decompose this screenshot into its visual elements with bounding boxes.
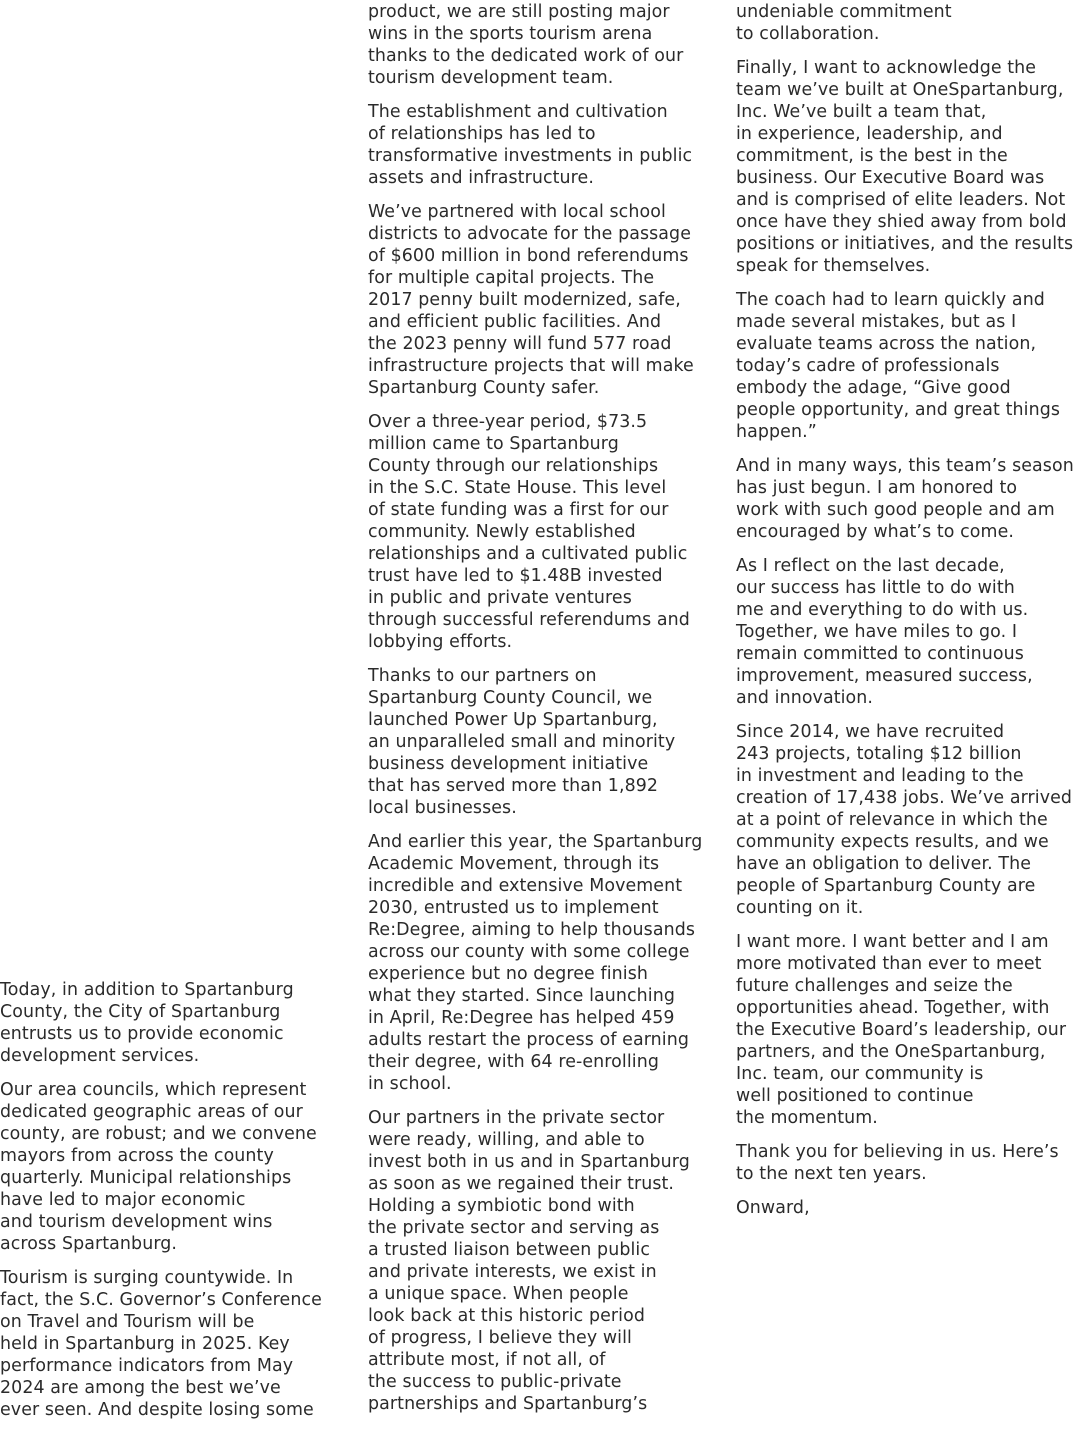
- text-line: community expects results, and we: [736, 832, 1049, 852]
- text-line: county, are robust; and we convene: [0, 1124, 317, 1144]
- paragraph: [368, 1107, 718, 1415]
- paragraph: [736, 289, 1080, 443]
- text-line: and innovation.: [736, 688, 874, 708]
- paragraph: [368, 831, 718, 1095]
- text-line: well positioned to continue: [736, 1086, 974, 1106]
- text-line: Finally, I want to acknowledge the: [736, 58, 1037, 78]
- paragraph: [736, 721, 1080, 919]
- text-line: Spartanburg County safer.: [368, 378, 600, 398]
- text-line: counting on it.: [736, 898, 864, 918]
- paragraph: [736, 555, 1080, 709]
- text-line: launched Power Up Spartanburg,: [368, 710, 658, 730]
- text-line: County through our relationships: [368, 456, 659, 476]
- text-line: people opportunity, and great things: [736, 400, 1060, 420]
- text-line: The coach had to learn quickly and: [736, 290, 1045, 310]
- text-line: and tourism development wins: [0, 1212, 273, 1232]
- text-line: invest both in us and in Spartanburg: [368, 1152, 690, 1172]
- text-line: Tourism is surging countywide. In: [0, 1268, 294, 1288]
- text-line: the private sector and serving as: [368, 1218, 660, 1238]
- text-line: happen.”: [736, 422, 817, 442]
- text-line: future challenges and seize the: [736, 976, 1013, 996]
- text-line: in experience, leadership, and: [736, 124, 1003, 144]
- text-line: product, we are still posting major: [368, 2, 670, 22]
- text-line: partners, and the OneSpartanburg,: [736, 1042, 1046, 1062]
- text-line: assets and infrastructure.: [368, 168, 594, 188]
- text-line: Inc. team, our community is: [736, 1064, 984, 1084]
- text-line: for multiple capital projects. The: [368, 268, 655, 288]
- text-line: the 2023 penny will fund 577 road: [368, 334, 672, 354]
- text-line: Academic Movement, through its: [368, 854, 660, 874]
- text-line: in the S.C. State House. This level: [368, 478, 667, 498]
- text-line: local businesses.: [368, 798, 517, 818]
- text-line: in school.: [368, 1074, 452, 1094]
- text-line: tourism development team.: [368, 68, 614, 88]
- text-line: of relationships has led to: [368, 124, 596, 144]
- text-line: lobbying efforts.: [368, 632, 513, 652]
- text-line: held in Spartanburg in 2025. Key: [0, 1334, 290, 1354]
- text-line: Re:Degree, aiming to help thousands: [368, 920, 696, 940]
- text-line: and private interests, we exist in: [368, 1262, 657, 1282]
- text-line: more motivated than ever to meet: [736, 954, 1042, 974]
- text-line: made several mistakes, but as I: [736, 312, 1017, 332]
- text-line: business development initiative: [368, 754, 649, 774]
- text-line: partnerships and Spartanburg’s: [368, 1394, 648, 1414]
- text-line: in April, Re:Degree has helped 459: [368, 1008, 675, 1028]
- text-line: improvement, measured success,: [736, 666, 1033, 686]
- text-line: encouraged by what’s to come.: [736, 522, 1015, 542]
- text-line: work with such good people and am: [736, 500, 1055, 520]
- text-line: have an obligation to deliver. The: [736, 854, 1032, 874]
- text-line: districts to advocate for the passage: [368, 224, 691, 244]
- text-line: the momentum.: [736, 1108, 878, 1128]
- text-line: that has served more than 1,892: [368, 776, 659, 796]
- paragraph: [0, 979, 340, 1067]
- text-line: team we’ve built at OneSpartanburg,: [736, 80, 1064, 100]
- text-line: were ready, willing, and able to: [368, 1130, 645, 1150]
- text-line: We’ve partnered with local school: [368, 202, 666, 222]
- text-line: transformative investments in public: [368, 146, 693, 166]
- text-line: experience but no degree finish: [368, 964, 648, 984]
- paragraph: [0, 1267, 340, 1421]
- text-line: million came to Spartanburg: [368, 434, 619, 454]
- text-line: ever seen. And despite losing some: [0, 1400, 314, 1420]
- text-line: positions or initiatives, and the results: [736, 234, 1074, 254]
- text-line: commitment, is the best in the: [736, 146, 1008, 166]
- text-line: incredible and extensive Movement: [368, 876, 683, 896]
- text-line: of $600 million in bond referendums: [368, 246, 689, 266]
- text-line: at a point of relevance in which the: [736, 810, 1048, 830]
- text-line: Today, in addition to Spartanburg: [0, 980, 294, 1000]
- text-line: Onward,: [736, 1198, 810, 1218]
- text-line: what they started. Since launching: [368, 986, 675, 1006]
- text-line: in investment and leading to the: [736, 766, 1024, 786]
- paragraph: [368, 101, 718, 189]
- paragraph: [368, 665, 718, 819]
- text-line: an unparalleled small and minority: [368, 732, 676, 752]
- text-line: and efficient public facilities. And: [368, 312, 662, 332]
- text-line: adults restart the process of earning: [368, 1030, 689, 1050]
- text-column-right: [736, 1, 1080, 1231]
- text-line: of progress, I believe they will: [368, 1328, 632, 1348]
- text-line: the Executive Board’s leadership, our: [736, 1020, 1067, 1040]
- text-line: has just begun. I am honored to: [736, 478, 1018, 498]
- text-line: across Spartanburg.: [0, 1234, 178, 1254]
- text-line: thanks to the dedicated work of our: [368, 46, 684, 66]
- text-line: Thanks to our partners on: [368, 666, 597, 686]
- text-line: our success has little to do with: [736, 578, 1015, 598]
- paragraph: [0, 1079, 340, 1255]
- text-line: attribute most, if not all, of: [368, 1350, 606, 1370]
- text-line: opportunities ahead. Together, with: [736, 998, 1050, 1018]
- text-line: creation of 17,438 jobs. We’ve arrived: [736, 788, 1073, 808]
- text-line: dedicated geographic areas of our: [0, 1102, 303, 1122]
- paragraph: [736, 455, 1080, 543]
- text-line: Our area councils, which represent: [0, 1080, 307, 1100]
- text-line: me and everything to do with us.: [736, 600, 1029, 620]
- text-line: fact, the S.C. Governor’s Conference: [0, 1290, 322, 1310]
- paragraph: [736, 931, 1080, 1129]
- text-line: The establishment and cultivation: [368, 102, 668, 122]
- paragraph: [736, 1141, 1080, 1185]
- text-line: to collaboration.: [736, 24, 880, 44]
- text-line: the success to public-private: [368, 1372, 622, 1392]
- text-line: trust have led to $1.48B invested: [368, 566, 663, 586]
- text-line: mayors from across the county: [0, 1146, 274, 1166]
- text-line: a trusted liaison between public: [368, 1240, 650, 1260]
- text-line: on Travel and Tourism will be: [0, 1312, 255, 1332]
- text-line: Holding a symbiotic bond with: [368, 1196, 635, 1216]
- text-line: remain committed to continuous: [736, 644, 1024, 664]
- text-line: 2017 penny built modernized, safe,: [368, 290, 681, 310]
- text-line: community. Newly established: [368, 522, 636, 542]
- text-line: Spartanburg County Council, we: [368, 688, 653, 708]
- text-line: speak for themselves.: [736, 256, 931, 276]
- text-line: people of Spartanburg County are: [736, 876, 1036, 896]
- text-line: their degree, with 64 re-enrolling: [368, 1052, 659, 1072]
- text-line: Over a three-year period, $73.5: [368, 412, 648, 432]
- text-line: in public and private ventures: [368, 588, 632, 608]
- paragraph: [368, 411, 718, 653]
- text-line: 2030, entrusted us to implement: [368, 898, 659, 918]
- paragraph: [736, 57, 1080, 277]
- text-line: infrastructure projects that will make: [368, 356, 694, 376]
- text-column-left: [0, 979, 340, 1433]
- text-line: Together, we have miles to go. I: [736, 622, 1018, 642]
- text-line: entrusts us to provide economic: [0, 1024, 284, 1044]
- text-line: business. Our Executive Board was: [736, 168, 1045, 188]
- text-line: And earlier this year, the Spartanburg: [368, 832, 703, 852]
- text-line: And in many ways, this team’s season: [736, 456, 1074, 476]
- text-line: Inc. We’ve built a team that,: [736, 102, 987, 122]
- text-line: Thank you for believing in us. Here’s: [736, 1142, 1059, 1162]
- text-line: evaluate teams across the nation,: [736, 334, 1037, 354]
- text-line: wins in the sports tourism arena: [368, 24, 653, 44]
- text-line: embody the adage, “Give good: [736, 378, 1011, 398]
- text-line: 2024 are among the best we’ve: [0, 1378, 281, 1398]
- text-line: today’s cadre of professionals: [736, 356, 1000, 376]
- paragraph: [368, 201, 718, 399]
- text-line: relationships and a cultivated public: [368, 544, 688, 564]
- text-line: performance indicators from May: [0, 1356, 294, 1376]
- paragraph: [368, 1, 718, 89]
- text-line: I want more. I want better and I am: [736, 932, 1049, 952]
- text-line: undeniable commitment: [736, 2, 952, 22]
- text-line: a unique space. When people: [368, 1284, 629, 1304]
- text-line: development services.: [0, 1046, 200, 1066]
- paragraph: [736, 1197, 1080, 1219]
- text-line: of state funding was a first for our: [368, 500, 669, 520]
- text-line: Our partners in the private sector: [368, 1108, 665, 1128]
- text-line: through successful referendums and: [368, 610, 690, 630]
- text-line: across our county with some college: [368, 942, 690, 962]
- text-line: look back at this historic period: [368, 1306, 645, 1326]
- text-line: once have they shied away from bold: [736, 212, 1067, 232]
- text-line: As I reflect on the last decade,: [736, 556, 1005, 576]
- text-line: have led to major economic: [0, 1190, 246, 1210]
- text-line: as soon as we regained their trust.: [368, 1174, 675, 1194]
- text-line: Since 2014, we have recruited: [736, 722, 1005, 742]
- text-line: to the next ten years.: [736, 1164, 927, 1184]
- text-line: County, the City of Spartanburg: [0, 1002, 281, 1022]
- text-line: quarterly. Municipal relationships: [0, 1168, 292, 1188]
- text-column-middle: [368, 1, 718, 1427]
- paragraph: [736, 1, 1080, 45]
- text-line: 243 projects, totaling $12 billion: [736, 744, 1022, 764]
- text-line: and is comprised of elite leaders. Not: [736, 190, 1066, 210]
